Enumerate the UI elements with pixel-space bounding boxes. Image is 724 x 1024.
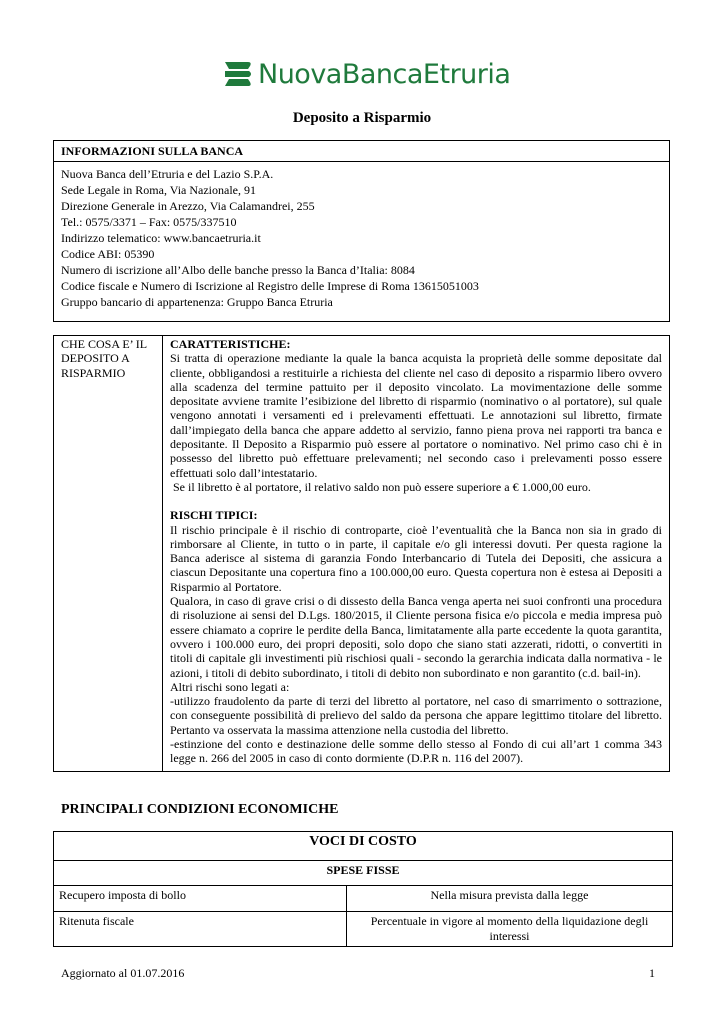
bank-logo (222, 58, 510, 90)
document-title: Deposito a Risparmio (292, 110, 432, 126)
rischi-paragraph: -utilizzo fraudolento da parte di terzi del libretto al portatore, nel caso di smarrimento o sottrazione, con conseguente possibilità di prelievo del saldo da persona che appare legittimo titolare del libretto. Pertanto va osservata la massima attenzione nella custodia del libretto. (170, 694, 662, 737)
bank-info-line: Numero di iscrizione all’Albo delle banche presso la Banca d’Italia: 8084 (61, 263, 415, 277)
rischi-paragraph: Qualora, in caso di grave crisi o di dissesto della Banca venga aperta nei suoi confronti una procedura di risoluzione ai sensi del D.Lgs. 180/2015, il Cliente persona fisica e/o piccola e media impresa può essere chiamato a coprire le perdite della Banca, limitatamente alla parte eccedente la quota garantita, ovvero i 100.000 euro, dei propri depositi, solo dopo che siano stati azzerati, ridotti, o convertiti in titoli di capitale gli investimenti più rischiosi quali - secondo la gerarchia indicata dalla normativa - le azioni, i titoli di debito subordinato, i titoli di debito non subordinato e non garantito (c.d. bail-in). (170, 594, 662, 680)
bank-info-box (53, 140, 670, 322)
bank-info-line: Codice ABI: 05390 (61, 247, 155, 261)
cost-value: Nella misura prevista dalla legge (347, 886, 673, 912)
bank-info-line: Indirizzo telematico: www.bancaetruria.it (61, 231, 261, 245)
cost-label: Ritenuta fiscale (54, 912, 347, 947)
footer-updated-date: Aggiornato al 01.07.2016 (61, 966, 185, 980)
caratteristiche-heading: CARATTERISTICHE: (170, 337, 291, 351)
cost-label: Recupero imposta di bollo (54, 886, 347, 912)
bank-info-heading: INFORMAZIONI SULLA BANCA (54, 141, 669, 162)
table-row (54, 912, 673, 947)
deposit-description-label: CHE COSA E’ IL DEPOSITO A RISPARMIO (54, 336, 163, 771)
rischi-paragraph: Il rischio principale è il rischio di controparte, cioè l’eventualità che la Banca non sia in grado di rimborsare al Cliente, in tutto o in parte, il capitale e/o gli interessi dovuti. Per questa ragione la Banca aderisce al sistema di garanzia Fondo Interbancario di Tutela dei Depositi, che assicura a ciascun Depositante una copertura fino a 100.000,00 euro. Questa copertura non è estesa ai Depositi a Risparmio al Portatore. (170, 522, 662, 594)
bank-logo-text: NuovaBancaEtruria (258, 58, 511, 90)
bank-info-line: Direzione Generale in Arezzo, Via Calamandrei, 255 (61, 199, 315, 213)
rischi-paragraph: -estinzione del conto e destinazione delle somme dello stesso al Fondo di cui all’art 1 comma 343 legge n. 266 del 2005 in caso di conto dormiente (D.P.R n. 116 del 2007). (170, 737, 662, 766)
bank-info-line: Codice fiscale e Numero di Iscrizione al Registro delle Imprese di Roma 13615051003 (61, 279, 479, 293)
bank-info-line: Nuova Banca dell’Etruria e del Lazio S.P.A. (61, 167, 274, 181)
page-number: 1 (649, 966, 655, 980)
table-row (54, 886, 673, 912)
caratteristiche-text: Si tratta di operazione mediante la quale la banca acquista la proprietà delle somme depositate dal cliente, obbligandosi a restituirle a richiesta del cliente nel caso di deposito a risparmio libero ovvero alla scadenza del termine pattuito per il deposito vincolato. La movimentazione delle somme depositate avviene tramite l’esibizione del libretto di risparmio (nominativo o al portatore), sul quale vengono annotati i versamenti ed i prelevamenti effettuati. Le annotazioni sul libretto, firmate dall’impiegato della banca che appare addetto al servizio, fanno piena prova nei rapporti tra banca e depositante. Il Deposito a Risparmio può essere al portatore o nominativo. Nel primo caso chi è in possesso del libretto può effettuare prelevamenti; nel secondo caso i prelevamenti posso essere effettuati solo dall’intestatario. (170, 351, 662, 480)
deposit-description-content (163, 336, 669, 771)
cost-table (53, 831, 673, 947)
bank-info-line: Tel.: 0575/3371 – Fax: 0575/337510 (61, 215, 237, 229)
cost-table-title: VOCI DI COSTO (54, 832, 673, 861)
rischi-paragraph: Altri rischi sono legati a: (170, 679, 290, 694)
bank-info-lines (54, 162, 669, 310)
cost-table-subheading: SPESE FISSE (54, 861, 673, 886)
rischi-heading: RISCHI TIPICI: (170, 508, 258, 523)
spacer (170, 494, 662, 508)
caratteristiche-note: Se il libretto è al portatore, il relativo saldo non può essere superiore a € 1.000,00 euro. (170, 479, 591, 494)
section-title: PRINCIPALI CONDIZIONI ECONOMICHE (61, 802, 339, 817)
cost-value: Percentuale in vigore al momento della liquidazione degli interessi (347, 912, 673, 947)
bank-logo-icon (222, 58, 254, 90)
deposit-description-table (53, 335, 670, 772)
bank-info-line: Gruppo bancario di appartenenza: Gruppo Banca Etruria (61, 295, 333, 309)
bank-info-line: Sede Legale in Roma, Via Nazionale, 91 (61, 183, 256, 197)
